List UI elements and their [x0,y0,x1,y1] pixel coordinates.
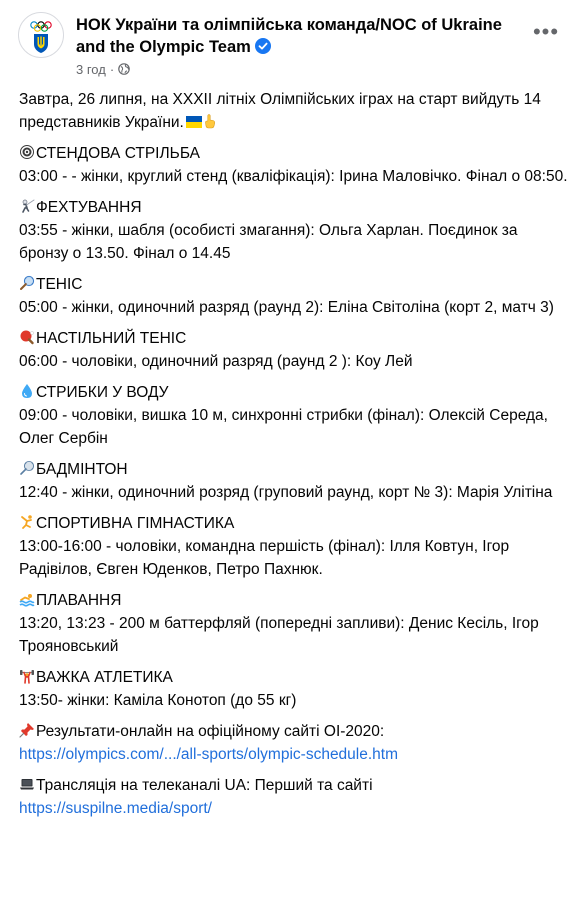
schedule-section-shooting [19,142,571,188]
swimmer-icon [19,591,35,607]
schedule-section-badminton [19,458,571,504]
broadcast-block [19,774,571,820]
tennis-icon [19,275,35,291]
section-title-line [19,381,571,404]
meta-separator: · [109,62,115,77]
droplet-icon [19,383,35,399]
raised-finger-icon [202,113,218,129]
results-block [19,720,571,766]
schedule-section-weightlifting [19,666,571,712]
results-link[interactable]: https://olympics.com/.../all-sports/olympic-schedule.htm [19,746,399,763]
section-text: 06:00 - чоловіки, одиночний разряд (раунд 2 ): Коу Лей [19,353,413,370]
section-title: ВАЖКА АТЛЕТИКА [36,669,173,686]
schedule-section-tennis [19,273,571,319]
section-title-line [19,196,571,219]
post-timestamp[interactable]: 3 год [76,62,106,77]
schedule-section-fencing [19,196,571,265]
section-title-line [19,142,571,165]
section-text: 05:00 - жінки, одиночний разряд (раунд 2): Еліна Світоліна (корт 2, матч 3) [19,299,554,316]
ukraine-flag-icon [186,116,202,128]
section-title-line [19,458,571,481]
section-title: ТЕНІС [36,276,83,293]
section-title-line [19,589,571,612]
pushpin-icon [19,722,35,738]
laptop-icon [19,776,35,792]
verified-badge-icon [255,38,271,54]
page-name[interactable] [76,14,521,58]
section-text: 13:50- жінки: Каміла Конотоп (до 55 кг) [19,692,297,709]
section-title: НАСТІЛЬНИЙ ТЕНІС [36,330,187,347]
section-text: 09:00 - чоловіки, вишка 10 м, синхронні стрибки (фінал): Олексій Середа, Олег Сербін [19,407,548,447]
badminton-icon [19,460,35,476]
fencing-icon [19,198,35,214]
section-text: 03:55 - жінки, шабля (особисті змагання): Ольга Харлан. Поєдинок за бронзу о 13.50. Фінал о 14.45 [19,222,518,262]
post-body [19,88,571,828]
target-icon [19,144,35,160]
schedule-section-diving [19,381,571,450]
broadcast-link[interactable]: https://suspilne.media/sport/ [19,800,212,817]
section-title: ФЕХТУВАННЯ [36,199,142,216]
broadcast-text: Трансляція на телеканалі UA: Перший та сайті [36,777,373,794]
gymnast-icon [19,514,35,530]
results-text: Результати-онлайн на офіційному сайті ОІ-2020: [36,723,385,740]
schedule-section-swimming [19,589,571,658]
weightlifter-icon [19,668,35,684]
globe-icon[interactable] [118,63,130,75]
intro-text: Завтра, 26 липня, на XXXII літніх Олімпійських іграх на старт вийдуть 14 представників України. [19,91,541,131]
section-title-line [19,327,571,350]
section-title: СПОРТИВНА ГІМНАСТИКА [36,515,235,532]
page-name-text[interactable]: НОК України та олімпійська команда/NOC of Ukraine and the Olympic Team [76,16,502,56]
post-header [18,12,566,78]
section-title: БАДМІНТОН [36,461,128,478]
section-text: 12:40 - жінки, одиночний розряд (груповий раунд, корт № 3): Марія Улітіна [19,484,553,501]
section-title: СТЕНДОВА СТРІЛЬБА [36,145,201,162]
results-line [19,720,571,743]
section-text: 03:00 - - жінки, круглий стенд (кваліфікація): Ірина Маловічко. Фінал о 08:50. [19,168,568,185]
more-options-button[interactable]: ••• [532,19,560,44]
schedule-section-gymnastics [19,512,571,581]
section-title-line [19,512,571,535]
broadcast-line [19,774,571,797]
section-title-line [19,666,571,689]
noc-ukraine-logo-icon [19,13,63,57]
section-title-line [19,273,571,296]
section-text: 13:20, 13:23 - 200 м баттерфляй (попередні запливи): Денис Кесіль, Ігор Трояновський [19,615,539,655]
page-avatar[interactable] [18,12,64,58]
section-title: ПЛАВАННЯ [36,592,122,609]
section-title: СТРИБКИ У ВОДУ [36,384,169,401]
intro-paragraph [19,88,571,134]
ping-pong-icon [19,329,35,345]
post-meta [76,62,130,78]
section-text: 13:00-16:00 - чоловіки, командна першість (фінал): Ілля Ковтун, Ігор Радівілов, Євген Юденков, Петро Пахнюк. [19,538,510,578]
schedule-section-table-tennis [19,327,571,373]
